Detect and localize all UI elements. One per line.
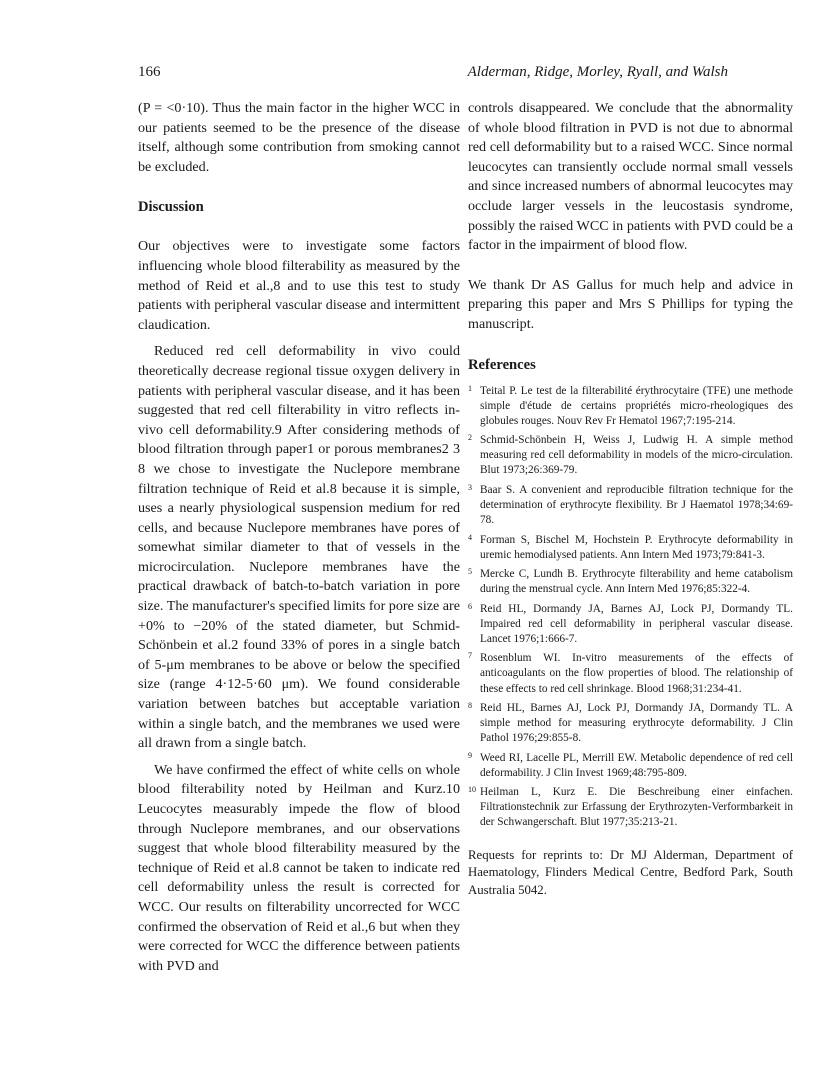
reference-item xyxy=(468,599,793,647)
page-number: 166 xyxy=(138,64,161,80)
reference-number: 2 xyxy=(468,433,472,443)
reference-number: 6 xyxy=(468,601,472,611)
reference-item xyxy=(468,748,793,781)
reference-number: 9 xyxy=(468,750,472,760)
reference-item xyxy=(468,381,793,429)
reference-text: Schmid-Schönbein H, Weiss J, Ludwig H. A simple method measuring red cell deformability in models of the micro-circulation. Blut 1973;26:369-79. xyxy=(480,434,793,477)
discussion-paragraph-3: We have confirmed the effect of white cells on whole blood filterability noted by Heilman and Kurz.10 Leucocytes measurably impede the flow of blood through Nuclepore membranes, and our observations suggest that whole blood filterability measured by the technique of Reid et al.8 cannot be taken to indicate red cell deformability unless the result is corrected for WCC. Our results on filterability uncorrected for WCC confirmed the observation of Reid et al.,6 but when they were corrected for WCC the difference between patients with PVD and xyxy=(138,761,460,974)
reference-item xyxy=(468,530,793,563)
references-heading: References xyxy=(468,356,536,373)
reference-item xyxy=(468,480,793,528)
running-authors: Alderman, Ridge, Morley, Ryall, and Walsh xyxy=(467,64,728,80)
reference-item xyxy=(468,564,793,597)
reference-list xyxy=(468,381,793,831)
reference-number: 10 xyxy=(468,785,476,795)
reference-text: Reid HL, Barnes AJ, Lock PJ, Dormandy JA, Dormandy TL. A simple method for measuring erythrocyte deformability. J Clin Pathol 1976;29:855-8. xyxy=(480,702,793,745)
left-column xyxy=(138,99,460,976)
reference-item xyxy=(468,698,793,746)
conclusion-paragraph: controls disappeared. We conclude that the abnormality of whole blood filtration in PVD is not due to abnormal red cell deformability but to a raised WCC. Since normal leucocytes can transiently occlude normal small vessels and since increased numbers of abnormal leucocytes may occlude larger vessels in the leucostasis syndrome, possibly the raised WCC in patients with PVD could be a factor in the impairment of blood flow. xyxy=(468,100,793,254)
reference-item xyxy=(468,782,793,830)
reference-text: Rosenblum WI. In-vitro measurements of the effects of anticoagulants on the flow properties of blood. The relationship of these effects to red cell shrinkage. Blood 1968;31:234-41. xyxy=(480,652,793,695)
reference-text: Weed RI, Lacelle PL, Merrill EW. Metabolic dependence of red cell deformability. J Clin Invest 1969;48:795-809. xyxy=(480,751,793,779)
running-header xyxy=(138,64,728,84)
reference-number: 3 xyxy=(468,482,472,492)
reference-number: 8 xyxy=(468,701,472,711)
reference-text: Mercke C, Lundh B. Erythrocyte filterability and heme catabolism during the menstrual cycle. Ann Intern Med 1976;85:322-4. xyxy=(480,568,793,596)
reference-item xyxy=(468,648,793,696)
right-column xyxy=(468,99,793,899)
reference-item xyxy=(468,430,793,478)
reference-text: Forman S, Bischel M, Hochstein P. Erythrocyte deformability in uremic hemodialysed patients. Ann Intern Med 1973;79:841-3. xyxy=(480,533,793,561)
discussion-paragraph-1: Our objectives were to investigate some factors influencing whole blood filterability as measured by the method of Reid et al.,8 and to use this test to study patients with peripheral vascular disease and intermittent claudication. xyxy=(138,238,460,333)
reference-number: 5 xyxy=(468,567,472,577)
reference-number: 1 xyxy=(468,383,472,393)
reference-text: Heilman L, Kurz E. Die Beschreibung einer einfachen. Filtrationstechnik zur Erfassung der Erythrozyten-Verformbarkeit in der Schwangerschaft. Blut 1977;35:213-21. xyxy=(480,786,793,829)
discussion-paragraph-2: Reduced red cell deformability in vivo could theoretically decrease regional tissue oxygen delivery in patients with peripheral vascular disease, and it has been suggested that red cell filterability in vitro reflects in-vivo cell deformability.9 After considering methods of blood filtration through paper1 or porous membranes2 3 8 we chose to investigate the Nuclepore membrane filtration technique of Reid et al.8 because it is simple, uses a nearly physiological suspension medium for red cells, and because Nuclepore membranes have pores of somewhat similar diameter to that of vessels in the microcirculation. Nuclepore membranes have the practical drawback of batch-to-batch variation in pore size. The manufacturer's specified limits for pore size are +0% to −20% of the stated diameter, but Schmid-Schönbein et al.2 found 33% of pores in a single batch of 5-μm membranes to be above or below the specified size (range 4·12-5·60 μm). We found considerable variation between batches but acceptable variation within a single batch, and the membranes we used were all drawn from a single batch. xyxy=(138,343,460,752)
acknowledgement-paragraph: We thank Dr AS Gallus for much help and advice in preparing this paper and Mrs S Phillips for typing the manuscript. xyxy=(468,276,793,332)
discussion-heading: Discussion xyxy=(138,199,204,216)
reprint-request: Requests for reprints to: Dr MJ Alderman, Department of Haematology, Flinders Medical Centre, Bedford Park, South Australia 5042. xyxy=(468,847,793,897)
reference-number: 4 xyxy=(468,532,472,542)
reference-text: Reid HL, Dormandy JA, Barnes AJ, Lock PJ, Dormandy TL. Impaired red cell deformability in peripheral vascular disease. Lancet 1976;1:666-7. xyxy=(480,602,793,645)
reference-text: Baar S. A convenient and reproducible filtration technique for the determination of erythrocyte flexibility. Br J Haematol 1978;34:69-78. xyxy=(480,483,793,527)
reference-number: 7 xyxy=(468,651,472,661)
paragraph-continued: (P = <0·10). Thus the main factor in the higher WCC in our patients seemed to be the presence of the disease itself, although some contribution from smoking cannot be excluded. xyxy=(138,100,460,175)
reference-text: Teital P. Le test de la filterabilité érythrocytaire (TFE) une methode simple d'étude de certains propriétés micro-rheologiques des globules rouges. Nouv Rev Fr Hematol 1967;7:195-214. xyxy=(480,384,793,427)
